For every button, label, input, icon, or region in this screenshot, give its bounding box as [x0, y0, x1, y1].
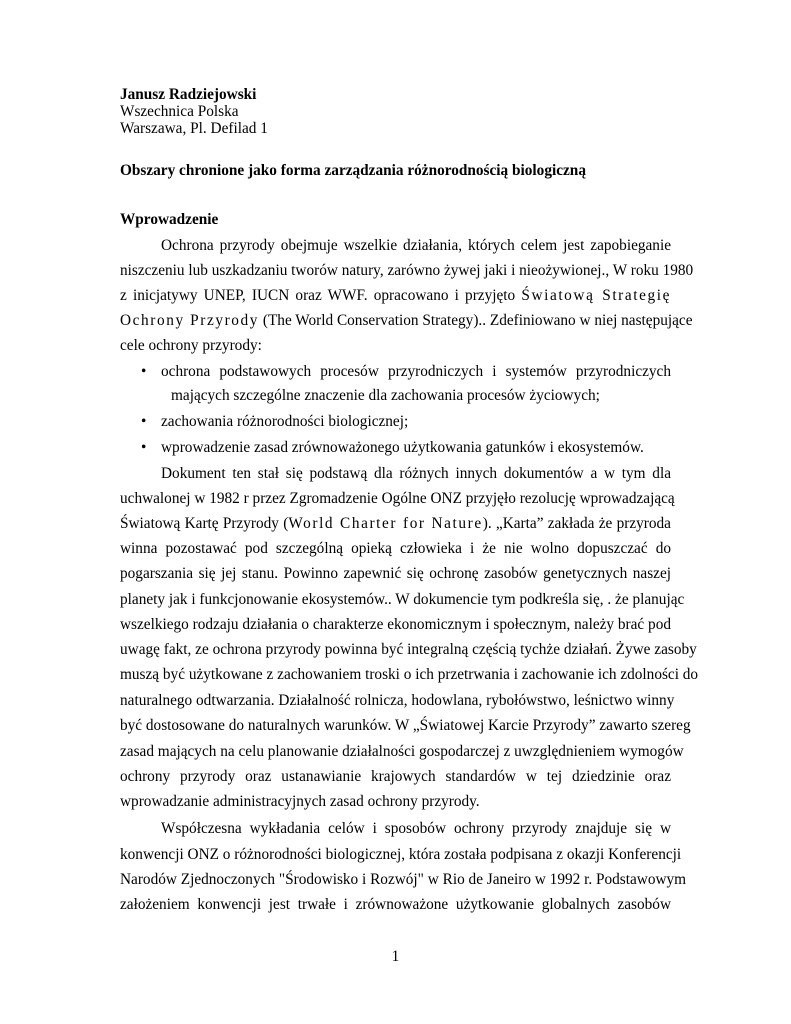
bullet-marker: •: [141, 439, 147, 456]
paragraph-line: [120, 312, 693, 330]
text-span: (The World Conservation Strategy).. Zdefiniowano w niej następujące: [262, 312, 693, 329]
paragraph-line: planety jak i funkcjonowanie ekosystemów.. W dokumencie tym podkreśla się, . że planując: [120, 591, 685, 608]
paragraph-line: ochrony przyrody oraz ustanawianie krajowych standardów w tej dziedzinie oraz: [120, 768, 671, 785]
bullet-marker: •: [141, 413, 147, 430]
paragraph-line: zasad mających na celu planowanie działalności gospodarczej z uwzględnieniem wymogów: [120, 743, 684, 760]
paragraph-line: być dostosowane do naturalnych warunków. W „Światowej Karcie Przyrody” zawarto szereg: [120, 717, 691, 734]
paragraph-line: winna pozostawać pod szczególną opieką człowieka i że nie wolno dopuszczać do: [120, 540, 671, 557]
author-name: Janusz Radziejowski: [120, 86, 257, 103]
paragraph-line: wprowadzanie administracyjnych zasad ochrony przyrody.: [120, 793, 480, 810]
paragraph-line: [120, 515, 671, 533]
institution-name: Wszechnica Polska: [120, 103, 239, 120]
paragraph-line: Dokument ten stał się podstawą dla różnych innych dokumentów a w tym dla: [161, 465, 671, 482]
bullet-marker: •: [141, 363, 147, 380]
text-span-spaced: Ochrony Przyrody: [120, 312, 260, 329]
bullet-item-line: zachowania różnorodności biologicznej;: [161, 413, 409, 430]
bullet-item-line: ochrona podstawowych procesów przyrodniczych i systemów przyrodniczych: [161, 363, 671, 380]
author-block: [120, 86, 268, 137]
section-heading: Wprowadzenie: [120, 211, 219, 228]
bullet-item-line: wprowadzenie zasad zrównoważonego użytkowania gatunków i ekosystemów.: [161, 439, 644, 456]
page-number: 1: [391, 948, 400, 965]
paragraph-line: pogarszania się jej stanu. Powinno zapewnić się ochronę zasobów genetycznych naszej: [120, 565, 671, 582]
paragraph-line: założeniem konwencji jest trwałe i zrównoważone użytkowanie globalnych zasobów: [120, 896, 671, 913]
text-span: Światową Kartę Przyrody (: [120, 515, 289, 532]
paragraph-line: konwencji ONZ o różnorodności biologicznej, która została podpisana z okazji Konferencji: [120, 846, 682, 863]
bullet-item-line: mających szczególne znaczenie dla zachowania procesów życiowych;: [171, 387, 600, 404]
paragraph-line: muszą być użytkowane z zachowaniem troski o ich przetrwania i zachowanie ich zdolności do: [120, 666, 699, 683]
text-span: ). „Karta” zakłada że przyroda: [482, 515, 671, 532]
paragraph-line: naturalnego odtwarzania. Działalność rolnicza, hodowlana, rybołówstwo, leśnictwo winny: [120, 692, 675, 709]
document-title: Obszary chronione jako forma zarządzania różnorodnością biologiczną: [120, 162, 586, 179]
paragraph-line: Współczesna wykładania celów i sposobów ochrony przyrody znajduje się w: [161, 820, 671, 837]
text-span-spaced: World Charter for Nature: [288, 515, 483, 532]
paragraph-line: uwagę fakt, ze ochrona przyrody powinna być integralną częścią tychże działań. Żywe zasoby: [120, 641, 697, 658]
paragraph-line: niszczeniu lub uszkadzaniu tworów natury, zarówno żywej jaki i nieożywionej., W roku 1980: [120, 262, 694, 279]
text-span: z inicjatywy UNEP, IUCN oraz WWF. opracowano i przyjęto: [120, 287, 516, 304]
institution-address: Warszawa, Pl. Defilad 1: [120, 120, 268, 137]
paragraph-line: Narodów Zjednoczonych "Środowisko i Rozwój" w Rio de Janeiro w 1992 r. Podstawowym: [120, 871, 687, 888]
paragraph-line: [120, 287, 671, 305]
paragraph-line: uchwalonej w 1982 r przez Zgromadzenie Ogólne ONZ przyjęło rezolucję wprowadzającą: [120, 490, 675, 507]
paragraph-line: wszelkiego rodzaju działania o charakterze ekonomicznym i społecznym, należy brać pod: [120, 616, 671, 633]
paragraph-line: cele ochrony przyrody:: [120, 337, 262, 354]
paragraph-line: Ochrona przyrody obejmuje wszelkie działania, których celem jest zapobieganie: [161, 237, 671, 254]
text-span-spaced: Światową Strategię: [521, 287, 671, 304]
